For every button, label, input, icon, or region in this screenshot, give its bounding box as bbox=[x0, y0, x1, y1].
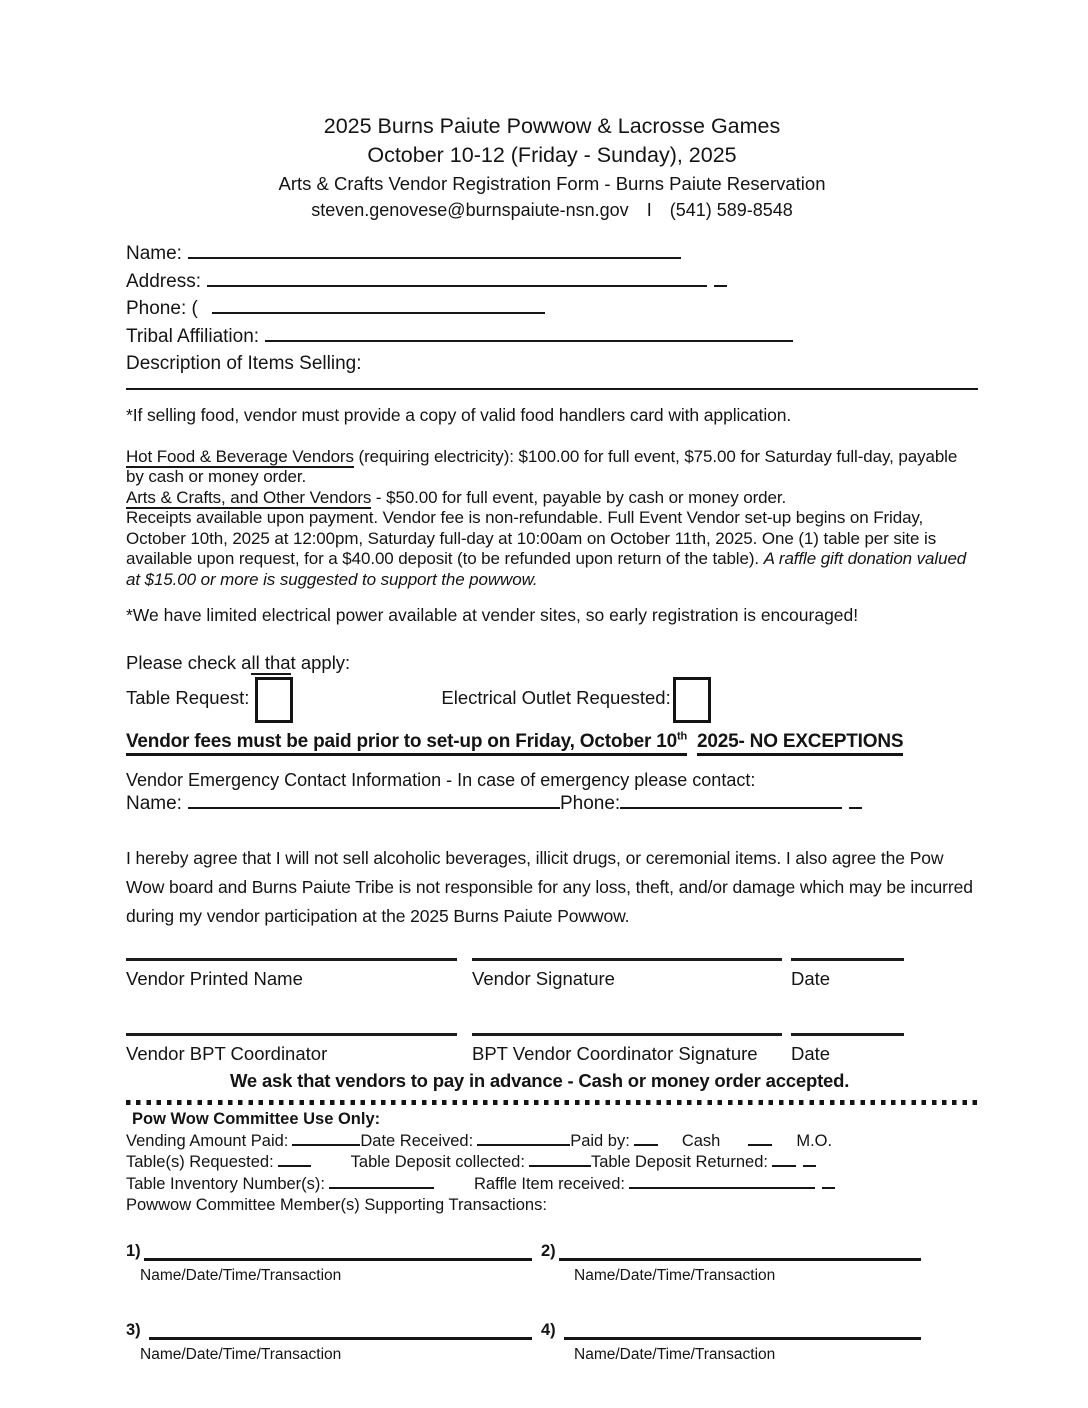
contact-phone: (541) 589-8548 bbox=[669, 200, 793, 220]
emergency-phone-line[interactable] bbox=[620, 791, 842, 809]
name-row bbox=[126, 240, 978, 268]
transaction-3-line[interactable] bbox=[149, 1336, 532, 1340]
emergency-heading: Vendor Emergency Contact Information - In case of emergency please contact: bbox=[126, 770, 756, 791]
description-row bbox=[126, 350, 978, 378]
vendor-printed-name-label: Vendor Printed Name bbox=[126, 968, 303, 990]
inventory-number-label: Table Inventory Number(s): bbox=[126, 1174, 325, 1193]
tables-requested-label: Table(s) Requested: bbox=[126, 1153, 274, 1172]
tribal-affiliation-label: Tribal Affiliation: bbox=[126, 325, 260, 347]
event-dates: October 10-12 (Friday - Sunday), 2025 bbox=[367, 143, 737, 167]
phone-row bbox=[126, 295, 978, 323]
date-received-label: Date Received: bbox=[360, 1131, 474, 1150]
stray-underscore bbox=[822, 1177, 835, 1189]
ordinal-suffix: th bbox=[677, 731, 687, 743]
vendor-signature-label: Vendor Signature bbox=[472, 968, 615, 990]
raffle-suggestion-text: A raffle gift donation valued at $15.00 or more is suggested to support the powwow. bbox=[126, 549, 967, 589]
table-request-checkbox[interactable] bbox=[255, 677, 293, 723]
form-subtitle: Arts & Crafts Vendor Registration Form - Burns Paiute Reservation bbox=[278, 173, 826, 194]
paid-by-cash-line[interactable] bbox=[634, 1131, 658, 1146]
name-label: Name: bbox=[126, 243, 182, 264]
emergency-name-line[interactable] bbox=[188, 791, 560, 809]
payment-deadline-line bbox=[126, 731, 978, 753]
emergency-row bbox=[126, 791, 978, 817]
vendor-signature-line[interactable] bbox=[472, 958, 782, 961]
check-intro-post: t apply: bbox=[290, 652, 351, 673]
deadline-part2: 2025- NO EXCEPTIONS bbox=[697, 731, 903, 756]
transaction-3-number: 3) bbox=[126, 1321, 141, 1340]
electrical-outlet-checkbox[interactable] bbox=[673, 677, 711, 723]
address-label: Address: bbox=[126, 270, 201, 292]
deadline-part1: Vendor fees must be paid prior to set-up on Friday, October 10th bbox=[126, 731, 687, 756]
transactions-captions-2 bbox=[126, 1346, 978, 1364]
tribal-row bbox=[126, 323, 978, 351]
electrical-note: *We have limited electrical power available at vender sites, so early registration is encouraged! bbox=[126, 605, 859, 625]
advance-payment-note: We ask that vendors to pay in advance - Cash or money order accepted. bbox=[230, 1070, 850, 1092]
checkbox-row bbox=[126, 676, 978, 722]
transaction-1 bbox=[126, 1242, 532, 1261]
stray-underscore bbox=[849, 797, 862, 809]
transaction-4-caption: Name/Date/Time/Transaction bbox=[574, 1346, 776, 1364]
deposit-returned-line[interactable] bbox=[772, 1152, 796, 1167]
deposit-collected-line[interactable] bbox=[529, 1152, 591, 1167]
arts-crafts-vendors-text: - $50.00 for full event, payable by cash or money order. bbox=[371, 487, 787, 507]
deposit-returned-label: Table Deposit Returned: bbox=[590, 1153, 768, 1172]
raffle-received-label: Raffle Item received: bbox=[474, 1174, 626, 1193]
transaction-4-line[interactable] bbox=[564, 1336, 921, 1340]
committee-section bbox=[126, 1109, 978, 1216]
coordinator-date-label: Date bbox=[791, 1043, 831, 1065]
transaction-3 bbox=[126, 1321, 532, 1340]
contact-email: steven.genovese@burnspaiute-nsn.gov bbox=[311, 200, 629, 220]
tribal-input-line[interactable] bbox=[265, 324, 793, 342]
table-request-label: Table Request: bbox=[126, 686, 250, 708]
transaction-4-number: 4) bbox=[541, 1321, 556, 1340]
stray-underscore bbox=[714, 275, 727, 287]
vendor-fields bbox=[126, 240, 978, 390]
signature-labels-row1 bbox=[126, 968, 978, 990]
signature-lines-row2 bbox=[126, 1033, 978, 1036]
address-row bbox=[126, 268, 978, 296]
contact-separator: I bbox=[646, 200, 652, 220]
address-input-line[interactable] bbox=[207, 269, 707, 287]
transaction-2-number: 2) bbox=[541, 1242, 556, 1261]
raffle-received-line[interactable] bbox=[629, 1174, 815, 1189]
hot-food-vendors-title: Hot Food & Beverage Vendors bbox=[126, 447, 354, 469]
signature-labels-row2 bbox=[126, 1043, 978, 1065]
check-intro-underlined: ll tha bbox=[251, 652, 291, 673]
electrical-outlet-label: Electrical Outlet Requested: bbox=[441, 686, 671, 708]
date-received-line[interactable] bbox=[477, 1131, 570, 1146]
phone-label: Phone: ( bbox=[126, 298, 198, 319]
coordinator-date-line[interactable] bbox=[791, 1033, 904, 1036]
hot-food-vendors-text: (requiring electricity): $100.00 for full event, $75.00 for Saturday full-day, payable by cash or money order. bbox=[126, 446, 958, 486]
signature-lines-row1 bbox=[126, 958, 978, 961]
transactions-row-2 bbox=[126, 1321, 978, 1340]
contact-line bbox=[126, 197, 978, 223]
vendor-printed-name-line[interactable] bbox=[126, 958, 457, 961]
transactions-captions-1 bbox=[126, 1267, 978, 1285]
stray-underscore bbox=[803, 1155, 816, 1167]
food-note: *If selling food, vendor must provide a copy of valid food handlers card with application. bbox=[126, 404, 792, 425]
transaction-3-caption: Name/Date/Time/Transaction bbox=[140, 1346, 342, 1364]
transaction-2-caption: Name/Date/Time/Transaction bbox=[574, 1267, 776, 1285]
agreement-paragraph: I hereby agree that I will not sell alcoholic beverages, illicit drugs, or ceremonial items. I also agree the Pow Wow board and Burns Paiute Tribe is not responsible for any loss, theft, and/or damage which may be incurred during my vendor participation at the 2025 Burns Paiute Powwow. bbox=[126, 848, 973, 927]
form-title: 2025 Burns Paiute Powwow & Lacrosse Games bbox=[323, 114, 781, 138]
committee-line-3 bbox=[126, 1174, 978, 1195]
phone-input-line[interactable] bbox=[212, 296, 545, 314]
dotted-separator bbox=[126, 1100, 978, 1105]
vending-amount-line[interactable] bbox=[292, 1131, 360, 1146]
check-intro-pre: Please check a bbox=[126, 652, 252, 673]
inventory-number-line[interactable] bbox=[329, 1174, 434, 1189]
mo-label: M.O. bbox=[796, 1131, 833, 1150]
tables-requested-line[interactable] bbox=[278, 1152, 311, 1167]
name-input-line[interactable] bbox=[188, 241, 681, 259]
transaction-1-number: 1) bbox=[126, 1242, 141, 1261]
vendor-bpt-coordinator-label: Vendor BPT Coordinator bbox=[126, 1043, 328, 1065]
cash-label: Cash bbox=[681, 1131, 721, 1150]
committee-heading: Pow Wow Committee Use Only: bbox=[132, 1110, 381, 1129]
description-label: Description of Items Selling: bbox=[126, 353, 362, 374]
receipts-text: Receipts available upon payment. Vendor fee is non-refundable. Full Event Vendor set-up begins on Friday, October 10th, 2025 at 12:00pm, Saturday full-day at 10:00am on October 11th, 2025. One (1) table per site is available upon request, for a $40.00 deposit (to be refunded upon return of the table). bbox=[126, 508, 937, 568]
vending-amount-label: Vending Amount Paid: bbox=[126, 1131, 289, 1150]
transaction-2 bbox=[541, 1242, 921, 1261]
bpt-coordinator-signature-label: BPT Vendor Coordinator Signature bbox=[472, 1043, 758, 1065]
coordinator-signature-line[interactable] bbox=[472, 1033, 782, 1036]
check-all-instruction bbox=[126, 652, 978, 674]
transaction-1-caption: Name/Date/Time/Transaction bbox=[140, 1267, 342, 1285]
supporting-transactions-label: Powwow Committee Member(s) Supporting Transactions: bbox=[126, 1196, 547, 1215]
emergency-name-label: Name: bbox=[126, 793, 182, 815]
deposit-collected-label: Table Deposit collected: bbox=[350, 1153, 525, 1172]
arts-crafts-vendors-title: Arts & Crafts, and Other Vendors bbox=[126, 488, 371, 510]
transaction-1-line[interactable] bbox=[144, 1257, 532, 1261]
date-label: Date bbox=[791, 968, 831, 990]
description-input-line[interactable] bbox=[126, 388, 978, 390]
committee-line-4 bbox=[126, 1195, 978, 1216]
coordinator-name-line[interactable] bbox=[126, 1033, 457, 1036]
paid-by-label: Paid by: bbox=[570, 1131, 630, 1150]
emergency-phone-label: Phone: bbox=[559, 793, 621, 815]
fees-paragraph bbox=[126, 447, 978, 591]
form-header bbox=[126, 112, 978, 223]
date-line[interactable] bbox=[791, 958, 904, 961]
committee-line-1 bbox=[126, 1131, 978, 1152]
transaction-4 bbox=[541, 1321, 921, 1340]
transaction-2-line[interactable] bbox=[559, 1257, 921, 1261]
paid-by-mo-line[interactable] bbox=[748, 1131, 772, 1146]
transactions-row-1 bbox=[126, 1242, 978, 1261]
committee-line-2 bbox=[126, 1152, 978, 1173]
